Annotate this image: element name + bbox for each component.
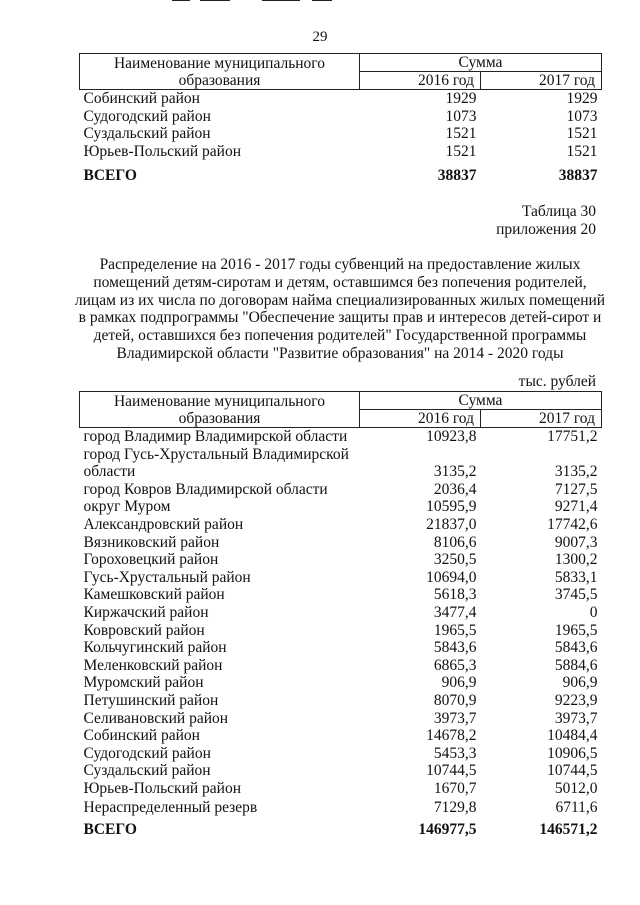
value-2017: 1073 (566, 107, 598, 125)
municipality-name: Муромский район (83, 674, 204, 692)
total-2017: 146571,2 (539, 821, 598, 839)
total-2016: 38837 (437, 167, 477, 185)
table-row (80, 586, 602, 604)
municipality-name: Петушинский район (83, 691, 219, 709)
scan-edge-line (172, 0, 190, 1)
value-2016: 1521 (445, 125, 477, 143)
value-2016: 14678,2 (426, 727, 477, 745)
appendix-number: приложения 20 (496, 221, 596, 238)
value-2017: 1521 (566, 125, 598, 143)
reserve-row (80, 797, 602, 817)
reserve-label: Нераспределенный резерв (83, 799, 258, 817)
value-2016: 8070,9 (433, 691, 477, 709)
value-2016 (360, 446, 481, 464)
title-line: лицам из их числа по договорам найма специализированных жилых помещений (74, 291, 606, 309)
table-row (80, 143, 602, 161)
table-row (80, 446, 602, 464)
value-2017: 1929 (566, 90, 598, 107)
scan-edge-line (262, 0, 300, 1)
municipality-name: город Ковров Владимирской области (83, 480, 328, 498)
column-header-2016: 2016 год (360, 410, 481, 428)
table-row (80, 481, 602, 499)
table-number: Таблица 30 (521, 203, 596, 220)
column-header-2017: 2017 год (481, 72, 602, 90)
value-2016: 1929 (445, 90, 477, 107)
value-2017: 7127,5 (554, 480, 598, 498)
municipality-name: Суздальский район (83, 125, 211, 143)
table-row (80, 516, 602, 534)
value-2017: 10744,5 (547, 762, 598, 780)
municipality-name: Селивановский район (83, 709, 229, 727)
total-row (80, 817, 602, 839)
value-2017: 5843,6 (554, 639, 598, 657)
total-2016: 146977,5 (418, 821, 477, 839)
municipality-name: Кольчугинский район (83, 639, 227, 657)
value-2016: 8106,6 (433, 533, 477, 551)
table-row (80, 710, 602, 728)
value-2016: 1521 (445, 142, 477, 160)
municipality-name: город Гусь-Хрустальный Владимирской (83, 445, 349, 463)
table-row (80, 674, 602, 692)
value-2017: 1965,5 (554, 621, 598, 639)
value-2017: 3135,2 (554, 463, 598, 481)
municipality-name: Меленковский район (83, 656, 223, 674)
value-2017: 1300,2 (554, 551, 598, 569)
municipality-name: Суздальский район (83, 762, 211, 780)
total-label: ВСЕГО (83, 167, 137, 185)
table-row (80, 639, 602, 657)
municipality-name: Александровский район (83, 515, 244, 533)
value-2017: 9271,4 (554, 498, 598, 516)
table-row (80, 534, 602, 552)
page-number: 29 (312, 29, 328, 45)
value-2017: 3973,7 (554, 709, 598, 727)
document-title (60, 256, 620, 363)
table-row (80, 125, 602, 143)
column-header-2017: 2017 год (481, 410, 602, 428)
column-header-name: Наименование муниципального образования (80, 54, 360, 90)
value-2016: 1073 (445, 107, 477, 125)
municipality-name: Юрьев-Польский район (83, 779, 241, 797)
municipality-name: Ковровский район (83, 621, 205, 639)
municipality-name: Собинский район (83, 90, 200, 107)
table-body (80, 428, 602, 798)
table-row (80, 657, 602, 675)
table-header-row (80, 392, 602, 410)
column-header-2016: 2016 год (360, 72, 481, 90)
table-row (80, 604, 602, 622)
table-row (80, 780, 602, 798)
value-2017: 17751,2 (547, 428, 598, 445)
subsidy-distribution-table (79, 391, 602, 839)
table-row (80, 463, 602, 481)
title-line: помещений детям-сиротам и детям, оставшимся без попечения родителей, (93, 273, 587, 291)
value-2016: 6865,3 (433, 656, 477, 674)
table-row (80, 622, 602, 640)
table-row (80, 498, 602, 516)
value-2017: 10484,4 (547, 727, 598, 745)
title-line: в рамках подпрограммы "Обеспечение защиты прав и интересов детей-сирот и (78, 309, 602, 327)
municipality-name: Судогодский район (83, 107, 211, 125)
table-header-row (80, 54, 602, 72)
column-header-sum: Сумма (360, 392, 602, 410)
value-2017: 5833,1 (554, 568, 598, 586)
reserve-2017: 6711,6 (555, 799, 598, 817)
total-2017: 38837 (558, 167, 598, 185)
municipality-name: Камешковский район (83, 586, 225, 604)
scan-edge-line (312, 0, 332, 1)
value-2017: 10906,5 (547, 744, 598, 762)
subsidy-table-continued (79, 53, 602, 185)
total-row (80, 160, 602, 185)
table-body (80, 90, 602, 161)
value-2016: 21837,0 (426, 515, 477, 533)
table-row (80, 90, 602, 108)
municipality-name: Киржачский район (83, 603, 209, 621)
total-label: ВСЕГО (83, 821, 137, 839)
title-line: детей, оставшихся без попечения родителей" Государственной программы (93, 327, 587, 345)
municipality-name: Гусь-Хрустальный район (83, 568, 251, 586)
value-2016: 10595,9 (426, 498, 477, 516)
value-2016: 906,9 (441, 674, 477, 692)
value-2016: 5618,3 (433, 586, 477, 604)
value-2016: 3250,5 (433, 551, 477, 569)
municipality-name: округ Муром (83, 498, 171, 516)
value-2016: 1670,7 (433, 779, 477, 797)
value-2016: 10694,0 (426, 568, 477, 586)
table-row (80, 569, 602, 587)
column-header-sum: Сумма (360, 54, 602, 72)
table-row (80, 551, 602, 569)
value-2016: 10923,8 (426, 428, 477, 445)
value-2016: 10744,5 (426, 762, 477, 780)
scan-edge-line (200, 0, 230, 1)
municipality-name: Вязниковский район (83, 533, 220, 551)
table-row (80, 428, 602, 446)
title-line: Владимирской области "Развитие образования" на 2014 - 2020 годы (116, 344, 564, 362)
value-2017: 3745,5 (554, 586, 598, 604)
value-2016: 5843,6 (433, 639, 477, 657)
table-row (80, 745, 602, 763)
table-caption (496, 203, 596, 239)
value-2016: 1965,5 (433, 621, 477, 639)
municipality-name: Судогодский район (83, 744, 211, 762)
table-row (80, 108, 602, 126)
value-2017: 1521 (566, 142, 598, 160)
value-2016: 3135,2 (433, 463, 477, 481)
table-row (80, 692, 602, 710)
table-row (80, 762, 602, 780)
value-2016: 3477,4 (433, 603, 477, 621)
value-2017: 906,9 (562, 674, 598, 692)
value-2016: 5453,3 (433, 744, 477, 762)
value-2016: 2036,4 (433, 480, 477, 498)
municipality-name: Гороховецкий район (83, 551, 219, 569)
value-2017: 5884,6 (554, 656, 598, 674)
value-2016: 3973,7 (433, 709, 477, 727)
value-2017: 0 (589, 603, 598, 621)
reserve-2016: 7129,8 (433, 799, 477, 817)
municipality-name: Собинский район (83, 727, 200, 745)
units-label: тыс. рублей (518, 373, 596, 390)
municipality-name: области (83, 463, 136, 481)
column-header-name: Наименование муниципального образования (80, 392, 360, 428)
value-2017: 9007,3 (554, 533, 598, 551)
value-2017: 17742,6 (547, 515, 598, 533)
municipality-name: город Владимир Владимирской области (83, 428, 348, 445)
municipality-name: Юрьев-Польский район (83, 142, 241, 160)
value-2017: 9223,9 (554, 691, 598, 709)
table-row (80, 727, 602, 745)
title-line: Распределение на 2016 - 2017 годы субвенций на предоставление жилых (99, 256, 581, 273)
value-2017: 5012,0 (554, 779, 598, 797)
value-2017 (481, 446, 602, 464)
